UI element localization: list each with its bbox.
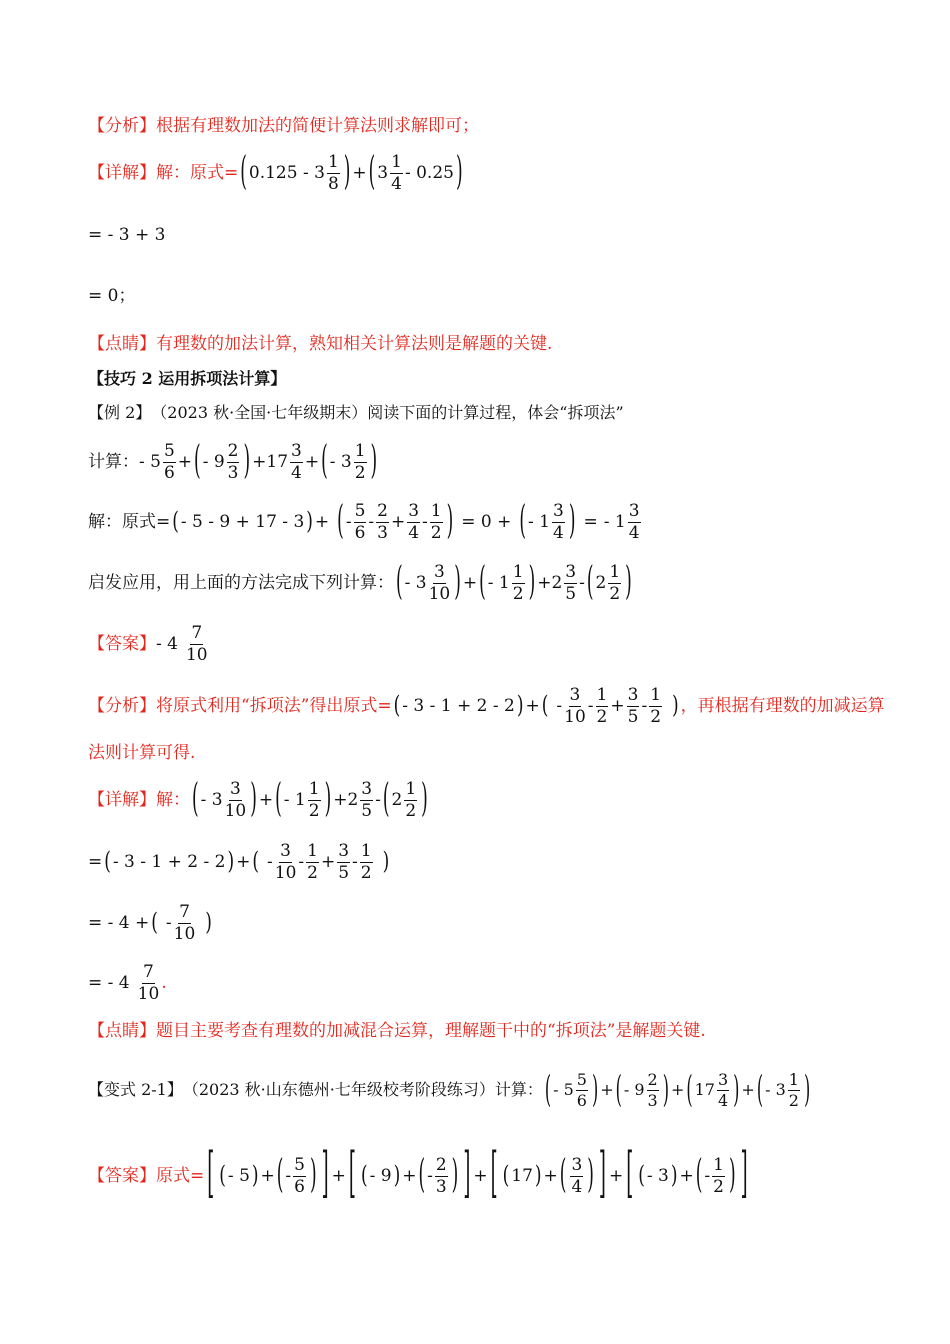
detail-line-2: 【详解】 解： ( - 3 $\frac{3}{10}$ ) + ( - 1 $\frac{1}{2}$ ) + 2 $\frac{3}{5}$ - ( 2 $\frac{1}{2}$ ) bbox=[88, 775, 428, 822]
fraction: $\frac{2}{3}$ bbox=[647, 1069, 658, 1110]
comment-tag: 【点睛】 bbox=[88, 1021, 156, 1041]
fraction: $\frac{1}{2}$ bbox=[360, 840, 372, 883]
fraction: $\frac{3}{5}$ bbox=[627, 684, 639, 727]
detail-tag: 【详解】 bbox=[88, 789, 156, 810]
fraction: $\frac{7}{10}$ bbox=[185, 622, 208, 665]
section-heading bbox=[88, 371, 286, 387]
comment-tag: 【点睛】 bbox=[88, 334, 156, 354]
step-line: = - 4 $\frac{7}{10}$ . bbox=[88, 961, 167, 1004]
heading-text: 【技巧 2 运用拆项法计算】 bbox=[88, 369, 287, 388]
analysis-line-2: 【分析】 将原式利用“拆项法”得出原式= ( - 3 - 1 + 2 - 2 ) + ( - $\frac{3}{10}$ - $\frac{1}{2}$ + $\frac{3}{5}$ - $\frac{1}{2}$ ) ，再根据有理数的加减运算 bbox=[88, 684, 885, 727]
fraction: $\frac{3}{4}$ bbox=[571, 1154, 583, 1197]
step-line: = ( - 3 - 1 + 2 - 2 ) + ( - $\frac{3}{10}$ - $\frac{1}{2}$ + $\frac{3}{5}$ - $\frac{1}{2}$ ) bbox=[88, 840, 390, 883]
fraction: $\frac{3}{5}$ bbox=[361, 778, 373, 821]
fraction: $\frac{1}{2}$ bbox=[713, 1154, 724, 1197]
step-text: = - 3 + 3 bbox=[88, 225, 166, 245]
fraction: $\frac{1}{2}$ bbox=[512, 561, 524, 604]
fraction: $\frac{2}{3}$ bbox=[227, 440, 239, 483]
fraction: $\frac{3}{10}$ bbox=[564, 684, 586, 727]
comment-line-1 bbox=[88, 336, 552, 353]
fraction: $\frac{3}{10}$ bbox=[224, 778, 247, 821]
sol-prefix: 解：原式= bbox=[88, 511, 171, 532]
answer-tag: 【答案】 bbox=[88, 633, 156, 654]
answer-line-2: 【答案】 原式= [ ( - 5 ) + ( - $\frac{5}{6}$ ) ] + [ ( - 9 ) + ( - $\frac{2}{3}$ ) ] + [ ( 17 ) + ( $\frac{3}{4}$ ) ] + [ ( - 3 ) + ( - $\frac{1}{2}$ ) ] bbox=[88, 1143, 748, 1206]
calc-prefix: 计算： bbox=[88, 451, 139, 472]
analysis-text: 将原式利用“拆项法”得出原式= bbox=[156, 695, 392, 716]
comment-text: 题目主要考查有理数的加减混合运算，理解题干中的“拆项法”是解题关键. bbox=[156, 1021, 706, 1041]
analysis-line-1 bbox=[88, 118, 479, 135]
analysis-text: ，再根据有理数的加减运算 bbox=[680, 695, 885, 716]
analysis-text: 法则计算可得. bbox=[88, 743, 196, 763]
fraction: $\frac{1}{8}$ bbox=[327, 151, 339, 194]
fraction: $\frac{1}{2}$ bbox=[354, 440, 366, 483]
fraction: $\frac{1}{2}$ bbox=[788, 1069, 799, 1110]
example-line bbox=[88, 405, 624, 421]
comment-text: 有理数的加法计算，熟知相关计算法则是解题的关键. bbox=[156, 334, 553, 354]
variant-text: （2023 秋·山东德州·七年级校考阶段练习）计算： bbox=[182, 1080, 543, 1099]
fraction: $\frac{3}{5}$ bbox=[338, 840, 350, 883]
variant-line: 【变式 2-1】 （2023 秋·山东德州·七年级校考阶段练习）计算： ( - 5 $\frac{5}{6}$ ) + ( - 9 $\frac{2}{3}$ ) + ( 17 $\frac{3}{4}$ ) + ( - 3 $\frac{1}{2}$ ) bbox=[88, 1067, 811, 1111]
apply-line: 启发应用，用上面的方法完成下列计算： ( - 3 $\frac{3}{10}$ ) + ( - 1 $\frac{1}{2}$ ) + 2 $\frac{3}{5}$ - ( 2 $\frac{1}{2}$ ) bbox=[88, 558, 632, 605]
example-text: （2023 秋·全国·七年级期末）阅读下面的计算过程，体会“拆项法” bbox=[151, 403, 624, 422]
fraction: $\frac{1}{2}$ bbox=[307, 840, 318, 883]
fraction: $\frac{5}{6}$ bbox=[294, 1154, 305, 1197]
fraction: $\frac{3}{4}$ bbox=[628, 500, 640, 543]
comment-line-2 bbox=[88, 1023, 706, 1040]
detail-tag: 【详解】 bbox=[88, 162, 156, 183]
answer-prefix: 原式= bbox=[156, 1165, 205, 1186]
fraction: $\frac{1}{4}$ bbox=[391, 151, 402, 194]
fraction: $\frac{3}{4}$ bbox=[291, 440, 302, 483]
fraction: $\frac{3}{4}$ bbox=[717, 1069, 729, 1110]
expr-part: 3 bbox=[377, 162, 389, 183]
fraction: $\frac{3}{4}$ bbox=[553, 500, 564, 543]
step-text: = 0； bbox=[88, 286, 136, 306]
solution-line: 解：原式= ( - 5 - 9 + 17 - 3 ) + ( - $\frac{5}{6}$ - $\frac{2}{3}$ + $\frac{3}{4}$ - $\frac{1}{2}$ ) = 0 + ( - 1 $\frac{3}{4}$ ) = - 1 $\frac{3}{4}$ bbox=[88, 497, 640, 544]
analysis-text: 根据有理数加法的简便计算法则求解即可； bbox=[156, 116, 479, 136]
fraction: $\frac{3}{10}$ bbox=[428, 561, 451, 604]
fraction: $\frac{5}{6}$ bbox=[576, 1069, 587, 1110]
variant-tag: 【变式 2-1】 bbox=[88, 1080, 183, 1099]
fraction: $\frac{2}{3}$ bbox=[377, 500, 388, 543]
expr-part: - 0.25 bbox=[404, 162, 454, 183]
step-line bbox=[88, 227, 165, 244]
fraction: $\frac{5}{6}$ bbox=[163, 440, 175, 483]
step-line bbox=[88, 288, 135, 305]
analysis-line-2b bbox=[88, 745, 195, 762]
analysis-tag: 【分析】 bbox=[88, 695, 156, 716]
detail-line-1: 【详解】 解：原式= ( 0.125 - 3 $\frac{1}{8}$ ) + ( 3 $\frac{1}{4}$ - 0.25 ) bbox=[88, 148, 463, 195]
answer-tag: 【答案】 bbox=[88, 1165, 156, 1186]
calc-line: 计算： - 5 $\frac{5}{6}$ + ( - 9 $\frac{2}{3}$ ) + 17 $\frac{3}{4}$ + ( - 3 $\frac{1}{2}$ ) bbox=[88, 437, 378, 484]
detail-prefix: 解：原式= bbox=[156, 162, 239, 183]
fraction: $\frac{1}{2}$ bbox=[650, 684, 662, 727]
fraction: $\frac{3}{10}$ bbox=[274, 840, 297, 883]
fraction: $\frac{1}{2}$ bbox=[308, 778, 320, 821]
fraction: $\frac{3}{4}$ bbox=[408, 500, 420, 543]
analysis-tag: 【分析】 bbox=[88, 116, 156, 136]
fraction: $\frac{3}{5}$ bbox=[565, 561, 577, 604]
example-tag: 【例 2】 bbox=[88, 403, 152, 422]
fraction: $\frac{2}{3}$ bbox=[435, 1154, 447, 1197]
detail-prefix: 解： bbox=[156, 789, 190, 810]
step-line: = - 4 + ( - $\frac{7}{10}$ ) bbox=[88, 901, 212, 944]
fraction: $\frac{1}{2}$ bbox=[430, 500, 442, 543]
fraction: $\frac{1}{2}$ bbox=[609, 561, 621, 604]
fraction: $\frac{1}{2}$ bbox=[405, 778, 417, 821]
fraction: $\frac{7}{10}$ bbox=[137, 961, 160, 1004]
fraction: $\frac{5}{6}$ bbox=[354, 500, 366, 543]
expr-part: 0.125 - 3 bbox=[248, 162, 325, 183]
fraction: $\frac{1}{2}$ bbox=[596, 684, 608, 727]
plus-sign: + bbox=[352, 162, 367, 183]
apply-text: 启发应用，用上面的方法完成下列计算： bbox=[88, 572, 394, 593]
fraction: $\frac{7}{10}$ bbox=[173, 901, 196, 944]
answer-line-1: 【答案】 - 4 $\frac{7}{10}$ bbox=[88, 622, 208, 665]
